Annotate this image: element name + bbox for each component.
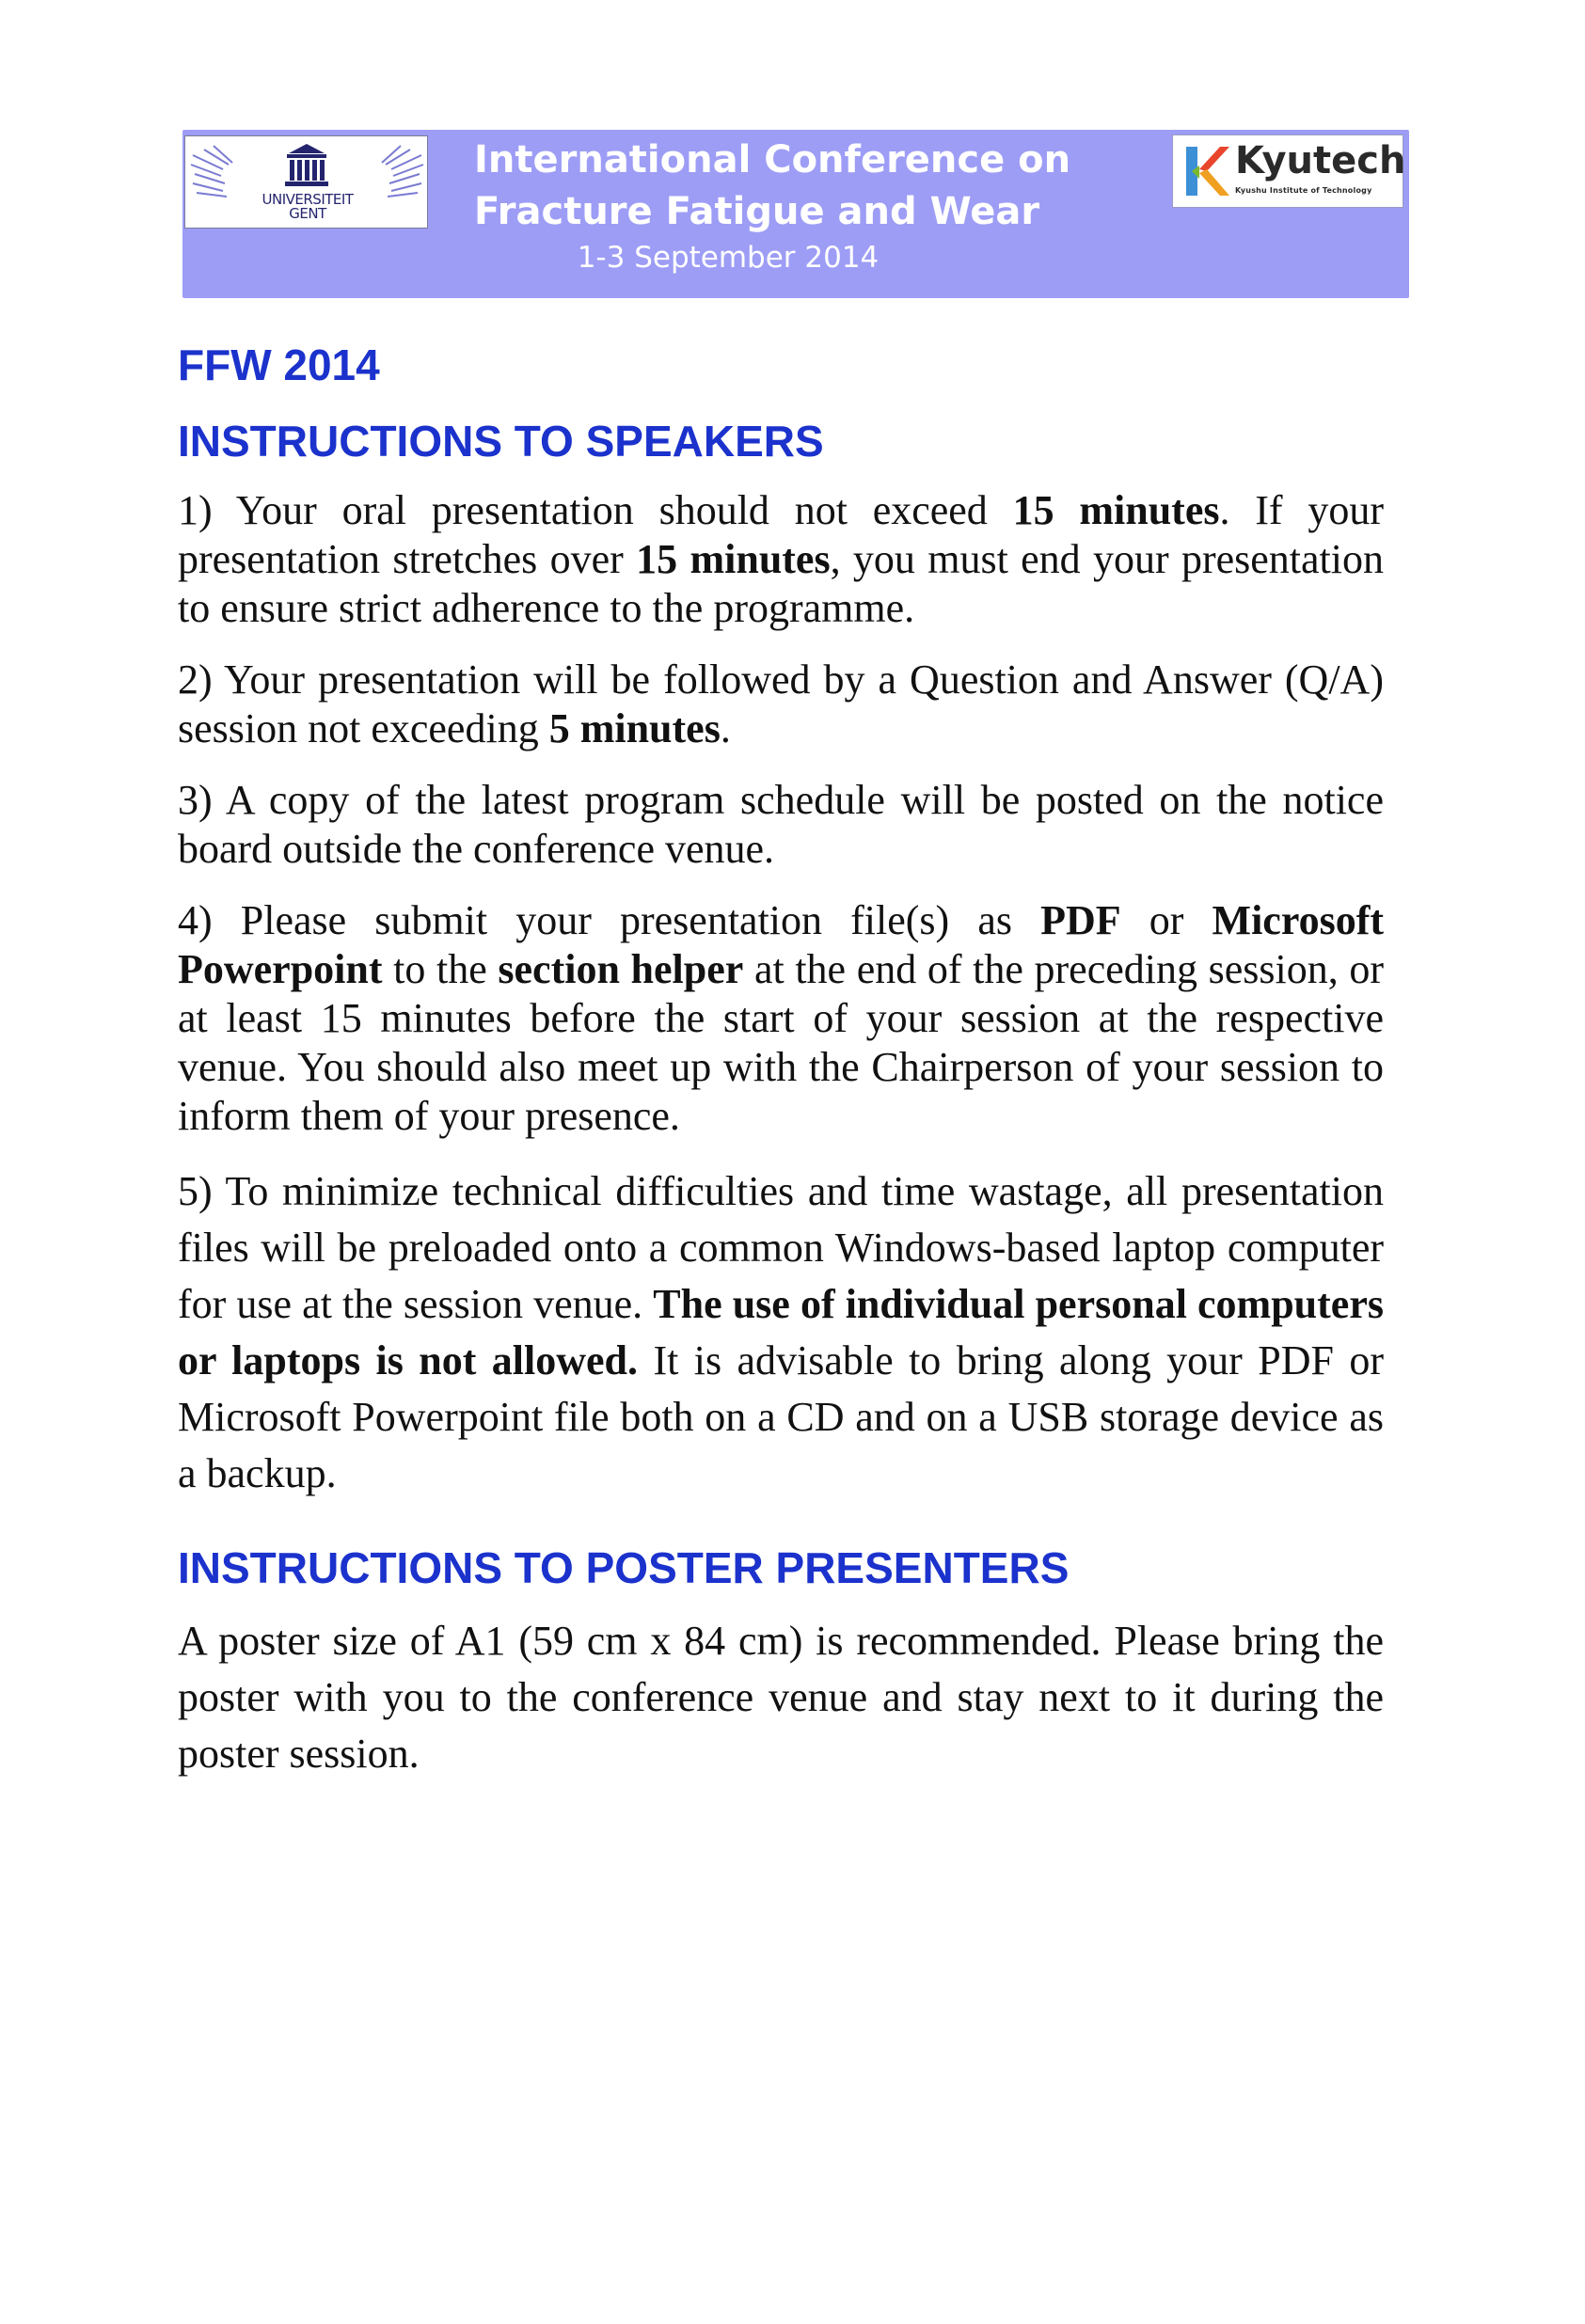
speaker-instruction-1: 1) Your oral presentation should not exceed 15 minutes. If your presentation stretches over 15 minutes, you must end your presentation to ensure strict adherence to the programme.	[178, 487, 1385, 631]
heading-instructions-speakers: INSTRUCTIONS TO SPEAKERS	[178, 417, 824, 466]
speaker-instruction-5: 5) To minimize technical difficulties and time wastage, all presentation files will be preloaded onto a common Windows-based laptop computer for use at the session venue. The use of individual personal computers or laptops is not allowed. It is advisable to bring along your PDF or Microsoft Powerpoint file both on a CD and on a USB storage device as a backup.	[178, 1168, 1385, 1496]
heading-ffw-2014: FFW 2014	[178, 340, 380, 389]
banner-title-line1: International Conference on	[474, 138, 1071, 182]
heading-instructions-posters: INSTRUCTIONS TO POSTER PRESENTERS	[178, 1543, 1070, 1592]
kyutech-subtitle: Kyushu Institute of Technology	[1235, 186, 1372, 195]
speaker-instruction-2: 2) Your presentation will be followed by a Question and Answer (Q/A) session not exceeding 5 minutes.	[178, 656, 1384, 751]
speaker-instruction-3: 3) A copy of the latest program schedule will be posted on the notice board outside the conference venue.	[178, 777, 1384, 872]
ugent-logo-line2: GENT	[289, 205, 326, 222]
universiteit-gent-logo	[184, 135, 428, 229]
kyutech-logo	[1172, 134, 1406, 208]
poster-instruction: A poster size of A1 (59 cm x 84 cm) is recommended. Please bring the poster with you to the conference venue and stay next to it during the poster session.	[178, 1618, 1384, 1777]
kyutech-k-icon	[1179, 141, 1231, 201]
ugent-logo-line1: UNIVERSITEIT	[262, 191, 354, 208]
banner-title-line2: Fracture Fatigue and Wear	[474, 190, 1040, 233]
speaker-instruction-4: 4) Please submit your presentation file(s) as PDF or Microsoft Powerpoint to the section helper at the end of the preceding session, or at least 15 minutes before the start of your session at the respective venue. You should also meet up with the Chairperson of your session to inform them of your presence.	[178, 897, 1384, 1139]
banner-date: 1-3 September 2014	[577, 241, 880, 275]
conference-banner	[182, 130, 1409, 298]
kyutech-name: Kyutech	[1235, 139, 1406, 182]
document-body	[178, 339, 1384, 1782]
